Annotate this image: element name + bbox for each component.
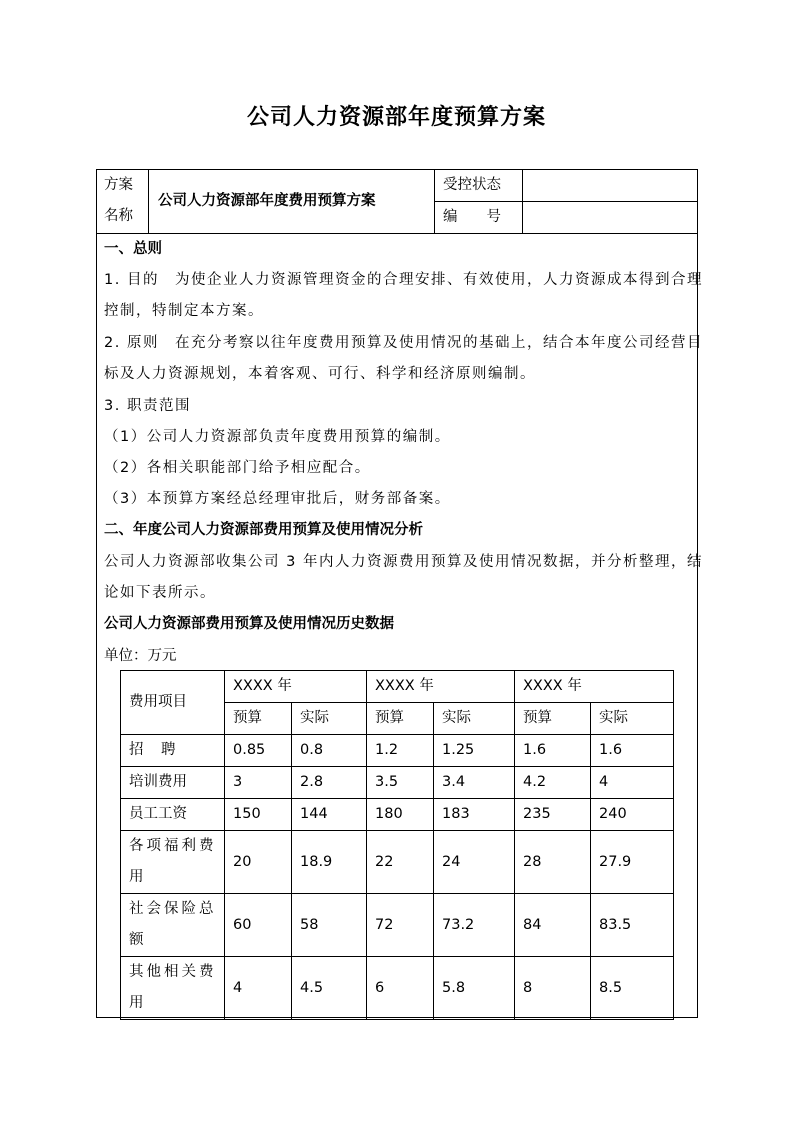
- table-header-row: [121, 671, 674, 703]
- table-cell: 5.8: [434, 957, 515, 1020]
- unit-label: 单位：万元: [104, 648, 177, 664]
- table-cell: 1.2: [367, 735, 434, 767]
- row-label: 各项福利费用: [121, 831, 225, 894]
- analysis-line2: 论如下表所示。: [104, 585, 216, 601]
- actual-header: 实际: [591, 703, 674, 735]
- plan-label-line1: 方案: [104, 177, 133, 193]
- table-cell: 3: [225, 767, 292, 799]
- plan-name: 公司人力资源部年度费用预算方案: [158, 193, 376, 209]
- table-cell: 4.2: [515, 767, 591, 799]
- table-cell: 144: [292, 799, 367, 831]
- table-cell: 235: [515, 799, 591, 831]
- duty-item-2: （2）各相关职能部门给予相应配合。: [104, 460, 371, 476]
- row-label: 培训费用: [121, 767, 225, 799]
- section2-heading: 二、年度公司人力资源部费用预算及使用情况分析: [104, 522, 423, 538]
- table-row: [121, 894, 674, 957]
- table-cell: 24: [434, 831, 515, 894]
- row-label: 社会保险总额: [121, 894, 225, 957]
- table-cell: 8.5: [591, 957, 674, 1020]
- actual-header: 实际: [292, 703, 367, 735]
- number-label: 编 号: [443, 209, 501, 225]
- label-col-divider: [148, 169, 149, 233]
- table-cell: 4: [591, 767, 674, 799]
- item-header: 费用项目: [121, 671, 225, 735]
- table-cell: 1.6: [515, 735, 591, 767]
- table-row: [121, 735, 674, 767]
- table-cell: 0.85: [225, 735, 292, 767]
- status-number-divider: [434, 201, 698, 202]
- cost-history-table: [120, 670, 674, 1020]
- table-cell: 84: [515, 894, 591, 957]
- purpose-line1: 1. 目的 为使企业人力资源管理资金的合理安排、有效使用，人力资源成本得到合理: [104, 272, 703, 288]
- year-header-2: XXXX 年: [367, 671, 515, 703]
- actual-header: 实际: [434, 703, 515, 735]
- duty-item-1: （1）公司人力资源部负责年度费用预算的编制。: [104, 429, 451, 445]
- principle-line2: 标及人力资源规划，本着客观、可行、科学和经济原则编制。: [104, 366, 536, 382]
- duties-heading: 3. 职责范围: [104, 398, 191, 414]
- table-cell: 73.2: [434, 894, 515, 957]
- table-row: [121, 767, 674, 799]
- table-cell: 3.5: [367, 767, 434, 799]
- table-cell: 3.4: [434, 767, 515, 799]
- table-cell: 1.6: [591, 735, 674, 767]
- purpose-line2: 控制，特制定本方案。: [104, 303, 264, 319]
- analysis-line1: 公司人力资源部收集公司 3 年内人力资源费用预算及使用情况数据，并分析整理，结: [104, 554, 703, 570]
- table-cell: 180: [367, 799, 434, 831]
- table-cell: 6: [367, 957, 434, 1020]
- plan-label-line2: 名称: [104, 208, 133, 224]
- table-cell: 1.25: [434, 735, 515, 767]
- value-col-divider: [522, 169, 523, 233]
- table-cell: 183: [434, 799, 515, 831]
- row-label: 其他相关费用: [121, 957, 225, 1020]
- table-cell: 20: [225, 831, 292, 894]
- budget-header: 预算: [515, 703, 591, 735]
- page-title: 公司人力资源部年度预算方案: [246, 104, 546, 130]
- table-row: [121, 831, 674, 894]
- year-header-1: XXXX 年: [225, 671, 367, 703]
- table-cell: 83.5: [591, 894, 674, 957]
- table-row: [121, 957, 674, 1020]
- table-cell: 27.9: [591, 831, 674, 894]
- table-cell: 4.5: [292, 957, 367, 1020]
- table-cell: 150: [225, 799, 292, 831]
- table-cell: 0.8: [292, 735, 367, 767]
- name-col-divider: [434, 169, 435, 233]
- row-label: 员工工资: [121, 799, 225, 831]
- row-label: 招 聘: [121, 735, 225, 767]
- year-header-3: XXXX 年: [515, 671, 674, 703]
- duty-item-3: （3）本预算方案经总经理审批后，财务部备案。: [104, 491, 451, 507]
- table-cell: 8: [515, 957, 591, 1020]
- budget-header: 预算: [225, 703, 292, 735]
- status-label: 受控状态: [443, 177, 501, 193]
- section1-heading: 一、总则: [104, 241, 162, 257]
- table-cell: 22: [367, 831, 434, 894]
- table-cell: 240: [591, 799, 674, 831]
- principle-line1: 2. 原则 在充分考察以往年度费用预算及使用情况的基础上，结合本年度公司经营目: [104, 335, 703, 351]
- table-cell: 2.8: [292, 767, 367, 799]
- table-cell: 58: [292, 894, 367, 957]
- table-row: [121, 799, 674, 831]
- table-cell: 4: [225, 957, 292, 1020]
- table-cell: 28: [515, 831, 591, 894]
- table-title: 公司人力资源部费用预算及使用情况历史数据: [104, 616, 394, 632]
- header-divider: [96, 233, 698, 234]
- table-cell: 18.9: [292, 831, 367, 894]
- table-cell: 60: [225, 894, 292, 957]
- budget-header: 预算: [367, 703, 434, 735]
- table-cell: 72: [367, 894, 434, 957]
